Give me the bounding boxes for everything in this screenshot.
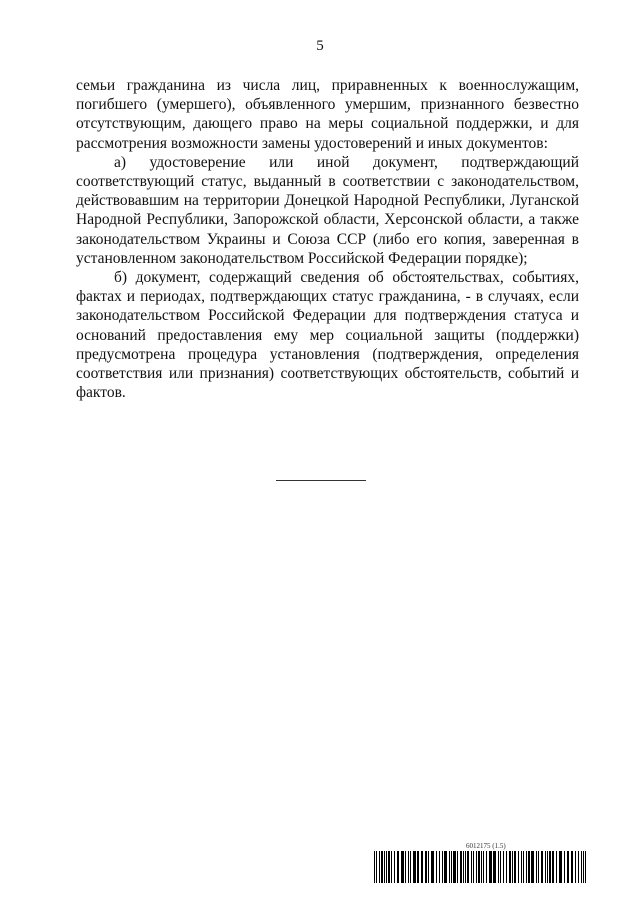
page-number: 5 — [316, 38, 324, 54]
end-separator-line — [276, 480, 366, 481]
barcode-icon — [374, 851, 588, 883]
paragraph-continuation: семьи гражданина из числа лиц, приравненных к военнослужащим, погибшего (умершего), объявленного умершим, признанного безвестно отсутствующим, дающего право на меры социальной поддержки, и для рассмотрения возможности замены удостоверений и иных документов: — [76, 77, 579, 152]
paragraph-item-b: б) документ, содержащий сведения об обстоятельствах, событиях, фактах и периодах, подтверждающих статус гражданина, - в случаях, если законодательством Российской Федерации для подтверждения статуса и оснований предоставления ему мер социальной защиты (поддержки) предусмотрена процедура установления (подтверждения, определения соответствия или признания) соответствующих обстоятельств, событий и фактов. — [76, 269, 579, 402]
document-body — [76, 76, 579, 402]
document-code: 6012175 (1.5) — [466, 842, 506, 850]
paragraph-item-a: а) удостоверение или иной документ, подтверждающий соответствующий статус, выданный в соответствии с законодательством, действовавшим на территории Донецкой Народной Республики, Луганской Народной Республики, Запорожской области, Херсонской области, а также законодательством Украины и Союза ССР (либо его копия, заверенная в установленном законодательством Российской Федерации порядке); — [76, 153, 579, 267]
